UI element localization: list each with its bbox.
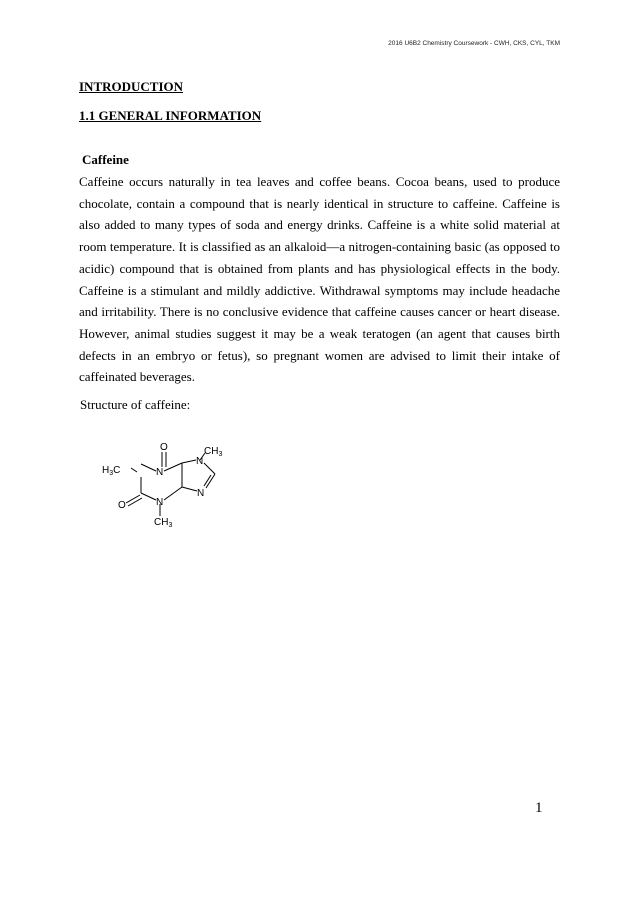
- methyl-n7: $CH_3$: [204, 446, 223, 458]
- heading-caffeine: Caffeine: [82, 152, 129, 167]
- heading-general-information: 1.1 GENERAL INFORMATION: [79, 108, 262, 123]
- atom-n9: N: [197, 488, 205, 499]
- caffeine-structure: [98, 440, 248, 535]
- atom-n3: N: [156, 497, 164, 508]
- atom-n1: N: [156, 467, 164, 478]
- heading-introduction: INTRODUCTION: [79, 79, 184, 94]
- atom-o-top: O: [160, 442, 168, 453]
- page-number: 1: [535, 800, 543, 816]
- methyl-n3: $CH_3$: [154, 517, 173, 529]
- methyl-n1: $H_3C$: [102, 465, 121, 477]
- atom-n7: N: [196, 456, 204, 467]
- running-header: 2016 U6B2 Chemistry Coursework - CWH, CKS, CYL, TKM: [388, 40, 560, 47]
- atom-o-left: O: [118, 500, 126, 511]
- structure-label: Structure of caffeine:: [80, 397, 191, 412]
- caffeine-paragraph: Caffeine occurs naturally in tea leaves and coffee beans. Cocoa beans, used to produce chocolate, contain a compound that is nearly identical in structure to caffeine. Caffeine is also added to many types of soda and energy drinks. Caffeine is a white solid material at room temperature. It is classified as an alkaloid—a nitrogen-containing basic (as opposed to acidic) compound that is obtained from plants and has physiological effects in the body. Caffeine is a stimulant and mildly addictive. Withdrawal symptoms may include headache and irritability. There is no conclusive evidence that caffeine causes cancer or heart disease. However, animal studies suggest it may be a weak teratogen (an agent that causes birth defects in an embryo or fetus), so pregnant women are advised to limit their intake of caffeinated beverages.: [79, 174, 560, 385]
